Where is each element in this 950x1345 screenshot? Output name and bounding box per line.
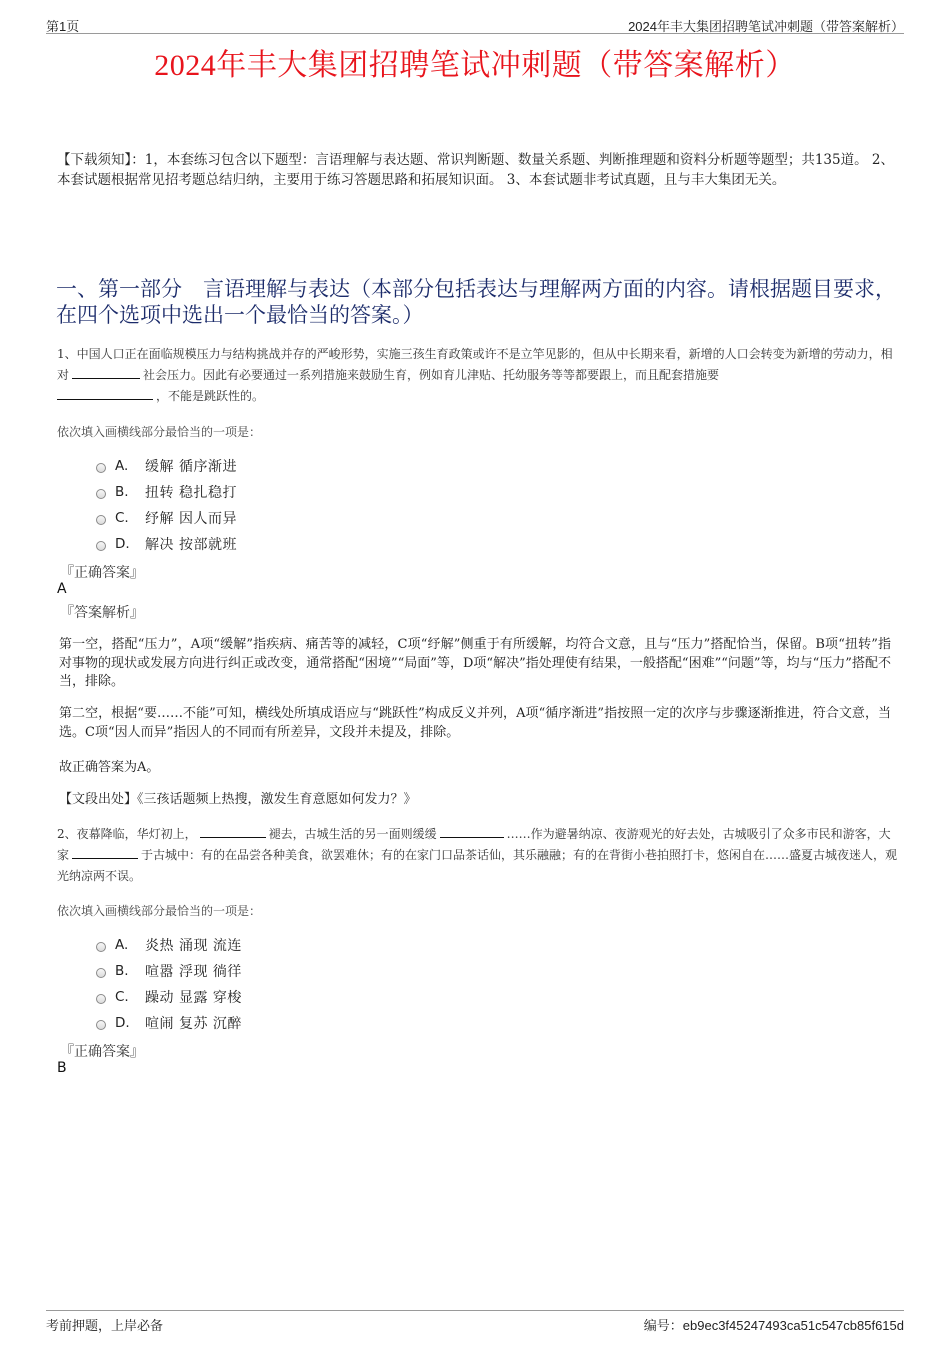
option-text: 缓解 循序渐进 bbox=[145, 459, 237, 475]
question-1-stem bbox=[57, 344, 902, 407]
page-footer bbox=[46, 1310, 904, 1332]
radio-button[interactable] bbox=[96, 515, 106, 525]
question-2-options bbox=[96, 932, 242, 1036]
download-notice: 【下载须知】：1，本套练习包含以下题型：言语理解与表达题、常识判断题、数量关系题、判断推理题和资料分析题等题型；共135道。 2、本套试题根据常见招考题总结归纳，主要用于练习答题思路和拓展知识面。 3、本套试题非考试真题，且与丰大集团无关。 bbox=[57, 152, 894, 188]
stem-text: 褪去，古城生活的另一面则缓缓 bbox=[268, 827, 437, 841]
page-header bbox=[46, 14, 904, 34]
stem-text: 于古城中：有的在品尝各种美食，欲罢难休；有的在家门口品茶话仙，其乐融融；有的在背街小巷拍照打卡，悠闲自在……盛夏古城夜迷人，观光纳凉两不误。 bbox=[57, 848, 898, 883]
question-1-prompt: 依次填入画横线部分最恰当的一项是： bbox=[57, 425, 262, 439]
stem-text: 2、夜幕降临，华灯初上， bbox=[57, 827, 197, 841]
correct-answer-label: 『正确答案』 bbox=[60, 1044, 144, 1060]
option-letter: A. bbox=[115, 937, 129, 953]
option-c[interactable] bbox=[96, 505, 237, 531]
footer-slogan: 考前押题，上岸必备 bbox=[46, 1318, 164, 1333]
analysis-conclusion: 故正确答案为A。 bbox=[59, 760, 160, 775]
option-letter: A. bbox=[115, 458, 129, 474]
stem-text: 1、中国人口正在面临规模压力与结构挑战并存的严峻形势，实施三孩生育政策或许不是立竿见影的，但从中长期来看，新增的人口会转变为新增的劳动力，相对 bbox=[57, 347, 893, 382]
option-text: 喧闹 复苏 沉醉 bbox=[145, 1016, 242, 1032]
document-serial: 编号：eb9ec3f45247493ca51c547cb85f615d bbox=[643, 1318, 904, 1333]
radio-button[interactable] bbox=[96, 968, 106, 978]
stem-text: 社会压力。因此有必要通过一系列措施来鼓励生育，例如育儿津贴、托幼服务等等都要跟上，而且配套措施要 bbox=[143, 368, 720, 382]
option-c[interactable] bbox=[96, 984, 242, 1010]
document-title: 2024年丰大集团招聘笔试冲刺题（带答案解析） bbox=[154, 49, 796, 82]
fill-blank bbox=[200, 824, 266, 838]
option-letter: D. bbox=[115, 1015, 130, 1031]
running-title: 2024年丰大集团招聘笔试冲刺题（带答案解析） bbox=[628, 19, 904, 34]
stem-text: ……作为避暑纳凉、夜游观光的好去处，古城吸引了众多市民和游客，大家 bbox=[57, 827, 891, 862]
option-text: 扭转 稳扎稳打 bbox=[145, 485, 237, 501]
option-letter: D. bbox=[115, 536, 130, 552]
fill-blank bbox=[57, 386, 153, 400]
radio-button[interactable] bbox=[96, 1020, 106, 1030]
option-d[interactable] bbox=[96, 1010, 242, 1036]
radio-button[interactable] bbox=[96, 541, 106, 551]
option-a[interactable] bbox=[96, 932, 242, 958]
radio-button[interactable] bbox=[96, 942, 106, 952]
fill-blank bbox=[72, 845, 138, 859]
question-2-stem bbox=[57, 824, 902, 887]
option-text: 躁动 显露 穿梭 bbox=[145, 990, 242, 1006]
correct-answer-label: 『正确答案』 bbox=[60, 565, 144, 581]
option-text: 纾解 因人而异 bbox=[145, 511, 237, 527]
radio-button[interactable] bbox=[96, 994, 106, 1004]
correct-answer: A bbox=[57, 581, 67, 597]
page-number: 第1页 bbox=[46, 19, 80, 34]
correct-answer: B bbox=[57, 1060, 67, 1076]
option-b[interactable] bbox=[96, 958, 242, 984]
fill-blank bbox=[440, 824, 504, 838]
analysis-paragraph-2: 第二空，根据“要……不能”可知，横线处所填成语应与“跳跃性”构成反义并列，A项“循序渐进”指按照一定的次序与步骤逐渐推进，符合文意，当选。C项“因人而异”指因人的不同而有所差异，文段并未提及，排除。 bbox=[59, 706, 891, 740]
question-2-prompt: 依次填入画横线部分最恰当的一项是： bbox=[57, 904, 262, 918]
radio-button[interactable] bbox=[96, 463, 106, 473]
section-heading: 一、第一部分 言语理解与表达（本部分包括表达与理解两方面的内容。请根据题目要求，在四个选项中选出一个最恰当的答案。） bbox=[56, 277, 896, 327]
option-letter: C. bbox=[115, 510, 129, 526]
option-letter: B. bbox=[115, 484, 129, 500]
stem-text: ，不能是跳跃性的。 bbox=[156, 389, 265, 403]
option-text: 炎热 涌现 流连 bbox=[145, 938, 242, 954]
option-letter: C. bbox=[115, 989, 129, 1005]
option-a[interactable] bbox=[96, 453, 237, 479]
option-text: 解决 按部就班 bbox=[145, 537, 237, 553]
fill-blank bbox=[72, 365, 140, 379]
question-1-options bbox=[96, 453, 237, 557]
option-text: 喧嚣 浮现 徜徉 bbox=[145, 964, 242, 980]
analysis-paragraph-1: 第一空，搭配“压力”，A项“缓解”指疾病、痛苦等的减轻，C项“纾解”侧重于有所缓解，均符合文意，且与“压力”搭配恰当，保留。B项“扭转”指对事物的现状或发展方向进行纠正或改变，通常搭配“困境”“局面”等，D项“解决”指处理使有结果，一般搭配“困难”“问题”等，均与“压力”搭配不当，排除。 bbox=[59, 637, 891, 689]
radio-button[interactable] bbox=[96, 489, 106, 499]
option-d[interactable] bbox=[96, 531, 237, 557]
passage-source: 【文段出处】《三孩话题频上热搜，激发生育意愿如何发力？》 bbox=[59, 792, 417, 807]
analysis-label: 『答案解析』 bbox=[60, 605, 144, 621]
option-letter: B. bbox=[115, 963, 129, 979]
option-b[interactable] bbox=[96, 479, 237, 505]
